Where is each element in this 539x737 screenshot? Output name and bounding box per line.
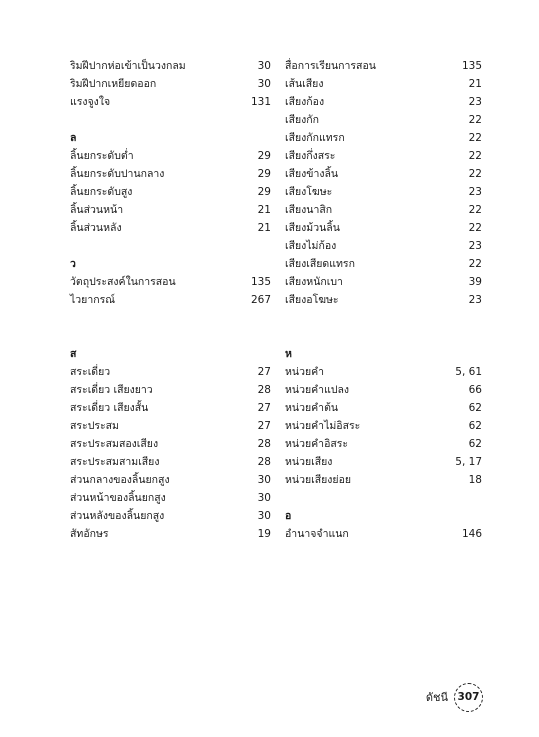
index-term: เสียงโฆษะ <box>285 186 333 198</box>
index-page-ref: 62 <box>468 438 482 450</box>
index-entry <box>285 57 482 75</box>
index-page-ref: 27 <box>257 420 271 432</box>
index-entry <box>70 291 271 309</box>
index-section-heading <box>70 345 271 363</box>
index-page-ref: 5, 61 <box>455 366 482 378</box>
index-term: เสียงหนักเบา <box>285 276 343 288</box>
index-term: ลิ้นส่วนหน้า <box>70 204 124 216</box>
index-page-ref: 23 <box>468 240 482 252</box>
index-entry <box>70 363 271 381</box>
index-entry <box>285 111 482 129</box>
index-entry <box>285 525 482 543</box>
section-letter: ล <box>70 132 77 144</box>
index-entry <box>70 507 271 525</box>
index-entry <box>70 219 271 237</box>
index-page-ref: 62 <box>468 402 482 414</box>
index-page-ref: 22 <box>468 204 482 216</box>
index-page-ref: 146 <box>461 528 482 540</box>
index-page-ref: 131 <box>250 96 271 108</box>
index-term: ไวยากรณ์ <box>70 294 115 306</box>
spacer <box>70 237 271 255</box>
index-term: เสียงอโฆษะ <box>285 294 339 306</box>
index-term: ริมฝีปากเหยียดออก <box>70 78 157 90</box>
index-section-heading <box>285 345 482 363</box>
section-letter: ส <box>70 348 77 360</box>
index-term: สระประสมสามเสียง <box>70 456 160 468</box>
index-term: หน่วยคำอิสระ <box>285 438 349 450</box>
index-term: หน่วยคำต้น <box>285 402 339 414</box>
index-term: สระประสมสองเสียง <box>70 438 159 450</box>
index-term: สระประสม <box>70 420 119 432</box>
index-page-ref: 22 <box>468 258 482 270</box>
index-page-ref: 19 <box>257 528 271 540</box>
index-entry <box>70 201 271 219</box>
index-entry <box>285 291 482 309</box>
section-letter: อ <box>285 510 292 522</box>
index-term: เสียงเสียดแทรก <box>285 258 355 270</box>
index-section-heading <box>70 255 271 273</box>
index-page-ref: 30 <box>257 474 271 486</box>
page-footer <box>426 682 483 712</box>
index-page-ref: 28 <box>257 384 271 396</box>
index-term: ลิ้นส่วนหลัง <box>70 222 122 234</box>
index-entry <box>70 273 271 291</box>
index-term: เสียงกัก <box>285 114 319 126</box>
index-page-ref: 21 <box>468 78 482 90</box>
index-term: แรงจูงใจ <box>70 96 111 108</box>
index-entry <box>70 525 271 543</box>
index-section-heading <box>70 129 271 147</box>
index-term: เสียงข้างลิ้น <box>285 168 339 180</box>
index-entry <box>70 453 271 471</box>
index-term: หน่วยเสียงย่อย <box>285 474 352 486</box>
index-page-ref: 30 <box>257 78 271 90</box>
index-entry <box>285 255 482 273</box>
index-term: เสียงก้อง <box>285 96 325 108</box>
index-page-ref: 27 <box>257 402 271 414</box>
index-page-ref: 29 <box>257 168 271 180</box>
index-page-ref: 23 <box>468 186 482 198</box>
index-page-ref: 66 <box>468 384 482 396</box>
index-page-ref: 21 <box>257 204 271 216</box>
index-page-ref: 21 <box>257 222 271 234</box>
index-page-ref: 39 <box>468 276 482 288</box>
spacer <box>70 111 271 129</box>
index-page-ref: 135 <box>461 60 482 72</box>
index-entry <box>70 399 271 417</box>
index-entry <box>285 417 482 435</box>
index-page-ref: 28 <box>257 438 271 450</box>
index-entry <box>70 381 271 399</box>
index-page-ref: 22 <box>468 168 482 180</box>
index-term: สระเดี่ยว <box>70 366 111 378</box>
index-term: วัตถุประสงค์ในการสอน <box>70 276 176 288</box>
index-page-ref: 22 <box>468 114 482 126</box>
index-page-ref: 22 <box>468 132 482 144</box>
index-page-ref: 29 <box>257 150 271 162</box>
index-entry <box>70 75 271 93</box>
spacer <box>70 309 271 327</box>
index-section-heading <box>285 507 482 525</box>
index-term: เสียงไม่ก้อง <box>285 240 337 252</box>
index-page-ref: 29 <box>257 186 271 198</box>
index-entry <box>285 237 482 255</box>
index-entry <box>285 147 482 165</box>
spacer <box>285 327 482 345</box>
index-term: หน่วยคำ <box>285 366 325 378</box>
index-entry <box>70 93 271 111</box>
index-term: เสียงกักแทรก <box>285 132 345 144</box>
page-number-badge <box>454 683 483 712</box>
index-page-ref: 22 <box>468 150 482 162</box>
index-entry <box>285 435 482 453</box>
index-term: เสียงม้วนลิ้น <box>285 222 340 234</box>
page-number: 307 <box>457 691 480 703</box>
index-entry <box>70 147 271 165</box>
index-entry <box>70 183 271 201</box>
index-entry <box>70 435 271 453</box>
index-term: เสียงนาสิก <box>285 204 333 216</box>
index-page-ref: 5, 17 <box>455 456 482 468</box>
index-term: หน่วยคำไม่อิสระ <box>285 420 361 432</box>
index-page-ref: 30 <box>257 492 271 504</box>
index-term: สัทอักษร <box>70 528 109 540</box>
index-term: หน่วยคำแปลง <box>285 384 350 396</box>
index-term: สระเดี่ยว เสียงยาว <box>70 384 153 396</box>
index-entry <box>285 183 482 201</box>
index-entry <box>285 201 482 219</box>
index-page-ref: 27 <box>257 366 271 378</box>
index-term: หน่วยเสียง <box>285 456 333 468</box>
index-entry <box>285 93 482 111</box>
index-page-ref: 267 <box>250 294 271 306</box>
index-page-ref: 30 <box>257 510 271 522</box>
index-term: ส่วนกลางของลิ้นยกสูง <box>70 474 170 486</box>
spacer <box>285 309 482 327</box>
index-page-ref: 23 <box>468 294 482 306</box>
index-term: ส่วนหน้าของลิ้นยกสูง <box>70 492 166 504</box>
index-entry <box>285 219 482 237</box>
index-page-ref: 23 <box>468 96 482 108</box>
index-page-ref: 135 <box>250 276 271 288</box>
index-term: ลิ้นยกระดับต่ำ <box>70 150 134 162</box>
index-column-right <box>285 57 482 543</box>
index-term: ลิ้นยกระดับปานกลาง <box>70 168 165 180</box>
index-entry <box>70 471 271 489</box>
index-page-ref: 30 <box>257 60 271 72</box>
index-entry <box>285 273 482 291</box>
index-column-left <box>70 57 271 543</box>
index-entry <box>70 57 271 75</box>
index-entry <box>285 453 482 471</box>
index-entry <box>285 399 482 417</box>
index-page-ref: 22 <box>468 222 482 234</box>
index-page-ref: 18 <box>468 474 482 486</box>
section-letter: ว <box>70 258 76 270</box>
index-term: เส้นเสียง <box>285 78 324 90</box>
index-entry <box>285 471 482 489</box>
index-term: สระเดี่ยว เสียงสั้น <box>70 402 149 414</box>
index-entry <box>285 381 482 399</box>
index-page-ref: 28 <box>257 456 271 468</box>
index-entry <box>285 75 482 93</box>
spacer <box>70 327 271 345</box>
index-term: ส่วนหลังของลิ้นยกสูง <box>70 510 165 522</box>
index-entry <box>285 363 482 381</box>
index-entry <box>285 129 482 147</box>
index-page-ref: 62 <box>468 420 482 432</box>
index-entry <box>70 165 271 183</box>
index-term: สื่อการเรียนการสอน <box>285 60 376 72</box>
index-entry <box>70 417 271 435</box>
index-term: ลิ้นยกระดับสูง <box>70 186 133 198</box>
index-term: ริมฝีปากห่อเข้าเป็นวงกลม <box>70 60 186 72</box>
index-entry <box>70 489 271 507</box>
section-letter: ห <box>285 348 292 360</box>
index-entry <box>285 165 482 183</box>
index-term: อำนาจจำแนก <box>285 528 349 540</box>
spacer <box>285 489 482 507</box>
footer-label: ดัชนี <box>425 691 448 704</box>
index-term: เสียงกึ่งสระ <box>285 150 336 162</box>
